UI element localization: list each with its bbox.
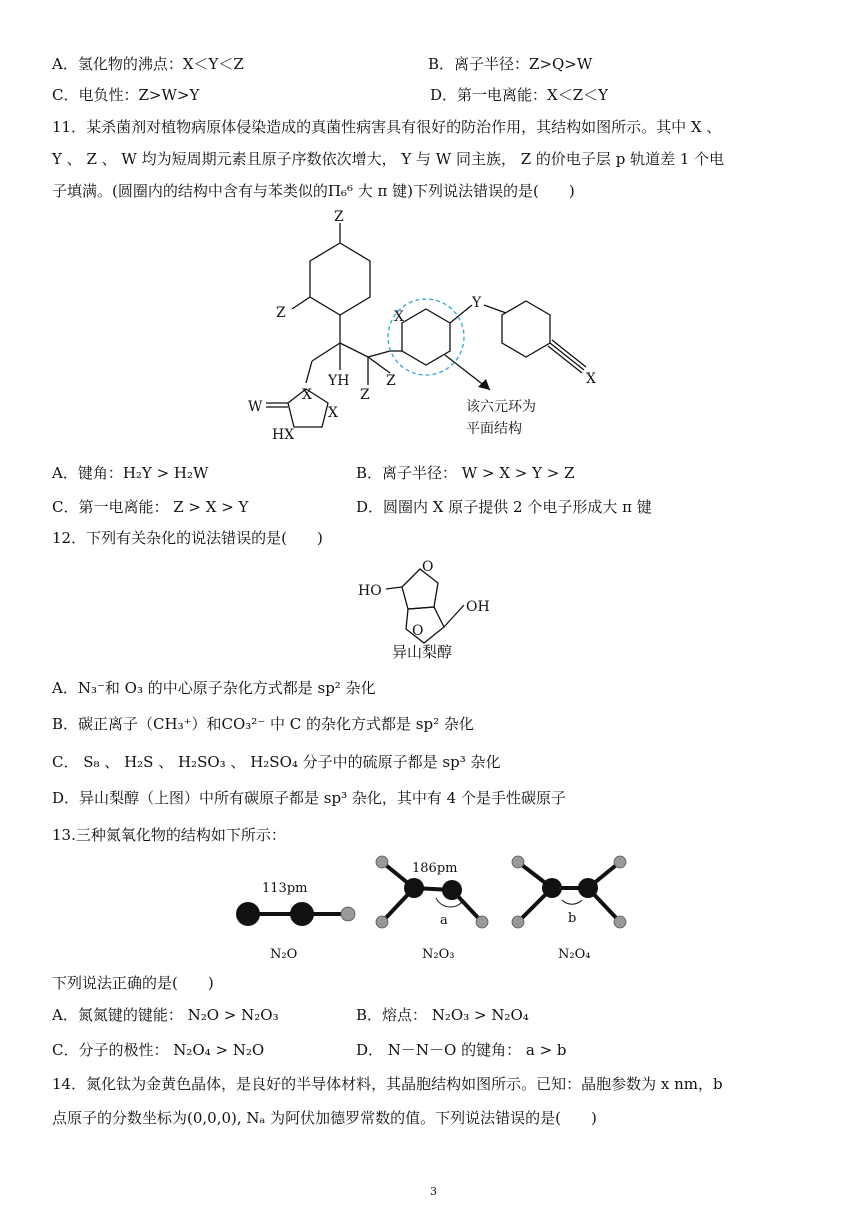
q12-option-d: D．异山梨醇（上图）中所有碳原子都是 sp³ 杂化，其中有 4 个是手性碳原子	[52, 789, 566, 807]
q11-option-a: A．键角：H₂Y > H₂W	[52, 464, 209, 482]
q11-option-d: D．圆圈内 X 原子提供 2 个电子形成大 π 键	[356, 498, 652, 516]
atom-yh: YH	[328, 373, 350, 389]
q13-nitrogen-oxides-figure	[222, 850, 652, 970]
q13-option-b: B．熔点： N₂O₃ > N₂O₄	[356, 1006, 529, 1024]
q11-structure-figure	[240, 205, 660, 445]
q13-option-c: C．分子的极性： N₂O₄ > N₂O	[52, 1041, 265, 1059]
annotation-line2: 平面结构	[466, 421, 522, 437]
isosorbide-o-top: O	[422, 559, 434, 575]
label-n2o3: N₂O₃	[422, 947, 455, 962]
q10-option-d: D．第一电离能：X＜Z＜Y	[430, 86, 609, 104]
q13-option-a: A．氮氮键的键能： N₂O > N₂O₃	[52, 1006, 279, 1024]
atom-x-5ring-2: X	[328, 405, 338, 421]
length-n2o3: 186pm	[412, 861, 458, 876]
label-n2o: N₂O	[270, 947, 298, 962]
label-n2o4: N₂O₄	[558, 947, 591, 962]
angle-a: a	[440, 913, 448, 928]
q10-option-b: B．离子半径：Z>Q>W	[428, 55, 593, 73]
atom-y-bridge: Y	[472, 295, 482, 311]
atom-z-left: Z	[276, 305, 286, 321]
q11-option-b: B．离子半径： W > X > Y > Z	[356, 464, 575, 482]
isosorbide-ho: HO	[358, 583, 382, 599]
q13-stem: 13.三种氮氧化物的结构如下所示：	[52, 826, 286, 844]
q13-option-d: D． N－N－O 的键角： a > b	[356, 1041, 567, 1059]
page-number: 3	[430, 1185, 437, 1198]
isosorbide-o-bottom: O	[412, 623, 424, 639]
q14-stem-line2: 点原子的分数坐标为(0,0,0), Nₐ 为阿伏加德罗常数的值。下列说法错误的是( )	[52, 1109, 597, 1127]
atom-x-ring: X	[394, 309, 404, 325]
q11-stem-line2: Y 、 Z 、 W 均为短周期元素且原子序数依次增大， Y 与 W 同主族， Z 的价电子层 p 轨道差 1 个电	[52, 150, 725, 168]
atom-x-5ring-1: X	[302, 387, 312, 403]
atom-hx: HX	[272, 427, 295, 443]
q13-question: 下列说法正确的是( )	[52, 974, 214, 992]
q11-option-c: C．第一电离能： Z > X > Y	[52, 498, 249, 516]
angle-b: b	[568, 911, 577, 926]
atom-z-c1: Z	[386, 373, 396, 389]
q10-option-a: A．氢化物的沸点：X＜Y＜Z	[52, 55, 244, 73]
q14-stem-line1: 14．氮化钛为金黄色晶体，是良好的半导体材料，其晶胞结构如图所示。已知：晶胞参数为 x nm，b	[52, 1075, 723, 1093]
length-n2o: 113pm	[262, 881, 308, 896]
q12-stem: 12．下列有关杂化的说法错误的是( )	[52, 529, 323, 547]
q10-option-c: C．电负性：Z>W>Y	[52, 86, 200, 104]
q12-figure-caption: 异山梨醇	[392, 643, 453, 661]
q12-option-c: C． S₈ 、 H₂S 、 H₂SO₃ 、 H₂SO₄ 分子中的硫原子都是 sp³ 杂化	[52, 753, 501, 771]
atom-w: W	[248, 399, 263, 415]
atom-z-c2: Z	[360, 387, 370, 403]
q12-option-b: B．碳正离子（CH₃⁺）和CO₃²⁻ 中 C 的杂化方式都是 sp² 杂化	[52, 715, 474, 733]
isosorbide-oh: OH	[466, 599, 490, 615]
annotation-line1: 该六元环为	[466, 399, 536, 415]
q11-stem-line3: 子填满。(圆圈内的结构中含有与苯类似的Π₆⁶ 大 π 键)下列说法错误的是( )	[52, 182, 575, 200]
atom-z-top: Z	[334, 209, 344, 225]
q12-option-a: A．N₃⁻和 O₃ 的中心原子杂化方式都是 sp² 杂化	[52, 679, 376, 697]
atom-x-nitrile: X	[586, 371, 596, 387]
q11-stem-line1: 11．某杀菌剂对植物病原体侵染造成的真菌性病害具有很好的防治作用，其结构如图所示。其中 X 、	[52, 118, 722, 136]
